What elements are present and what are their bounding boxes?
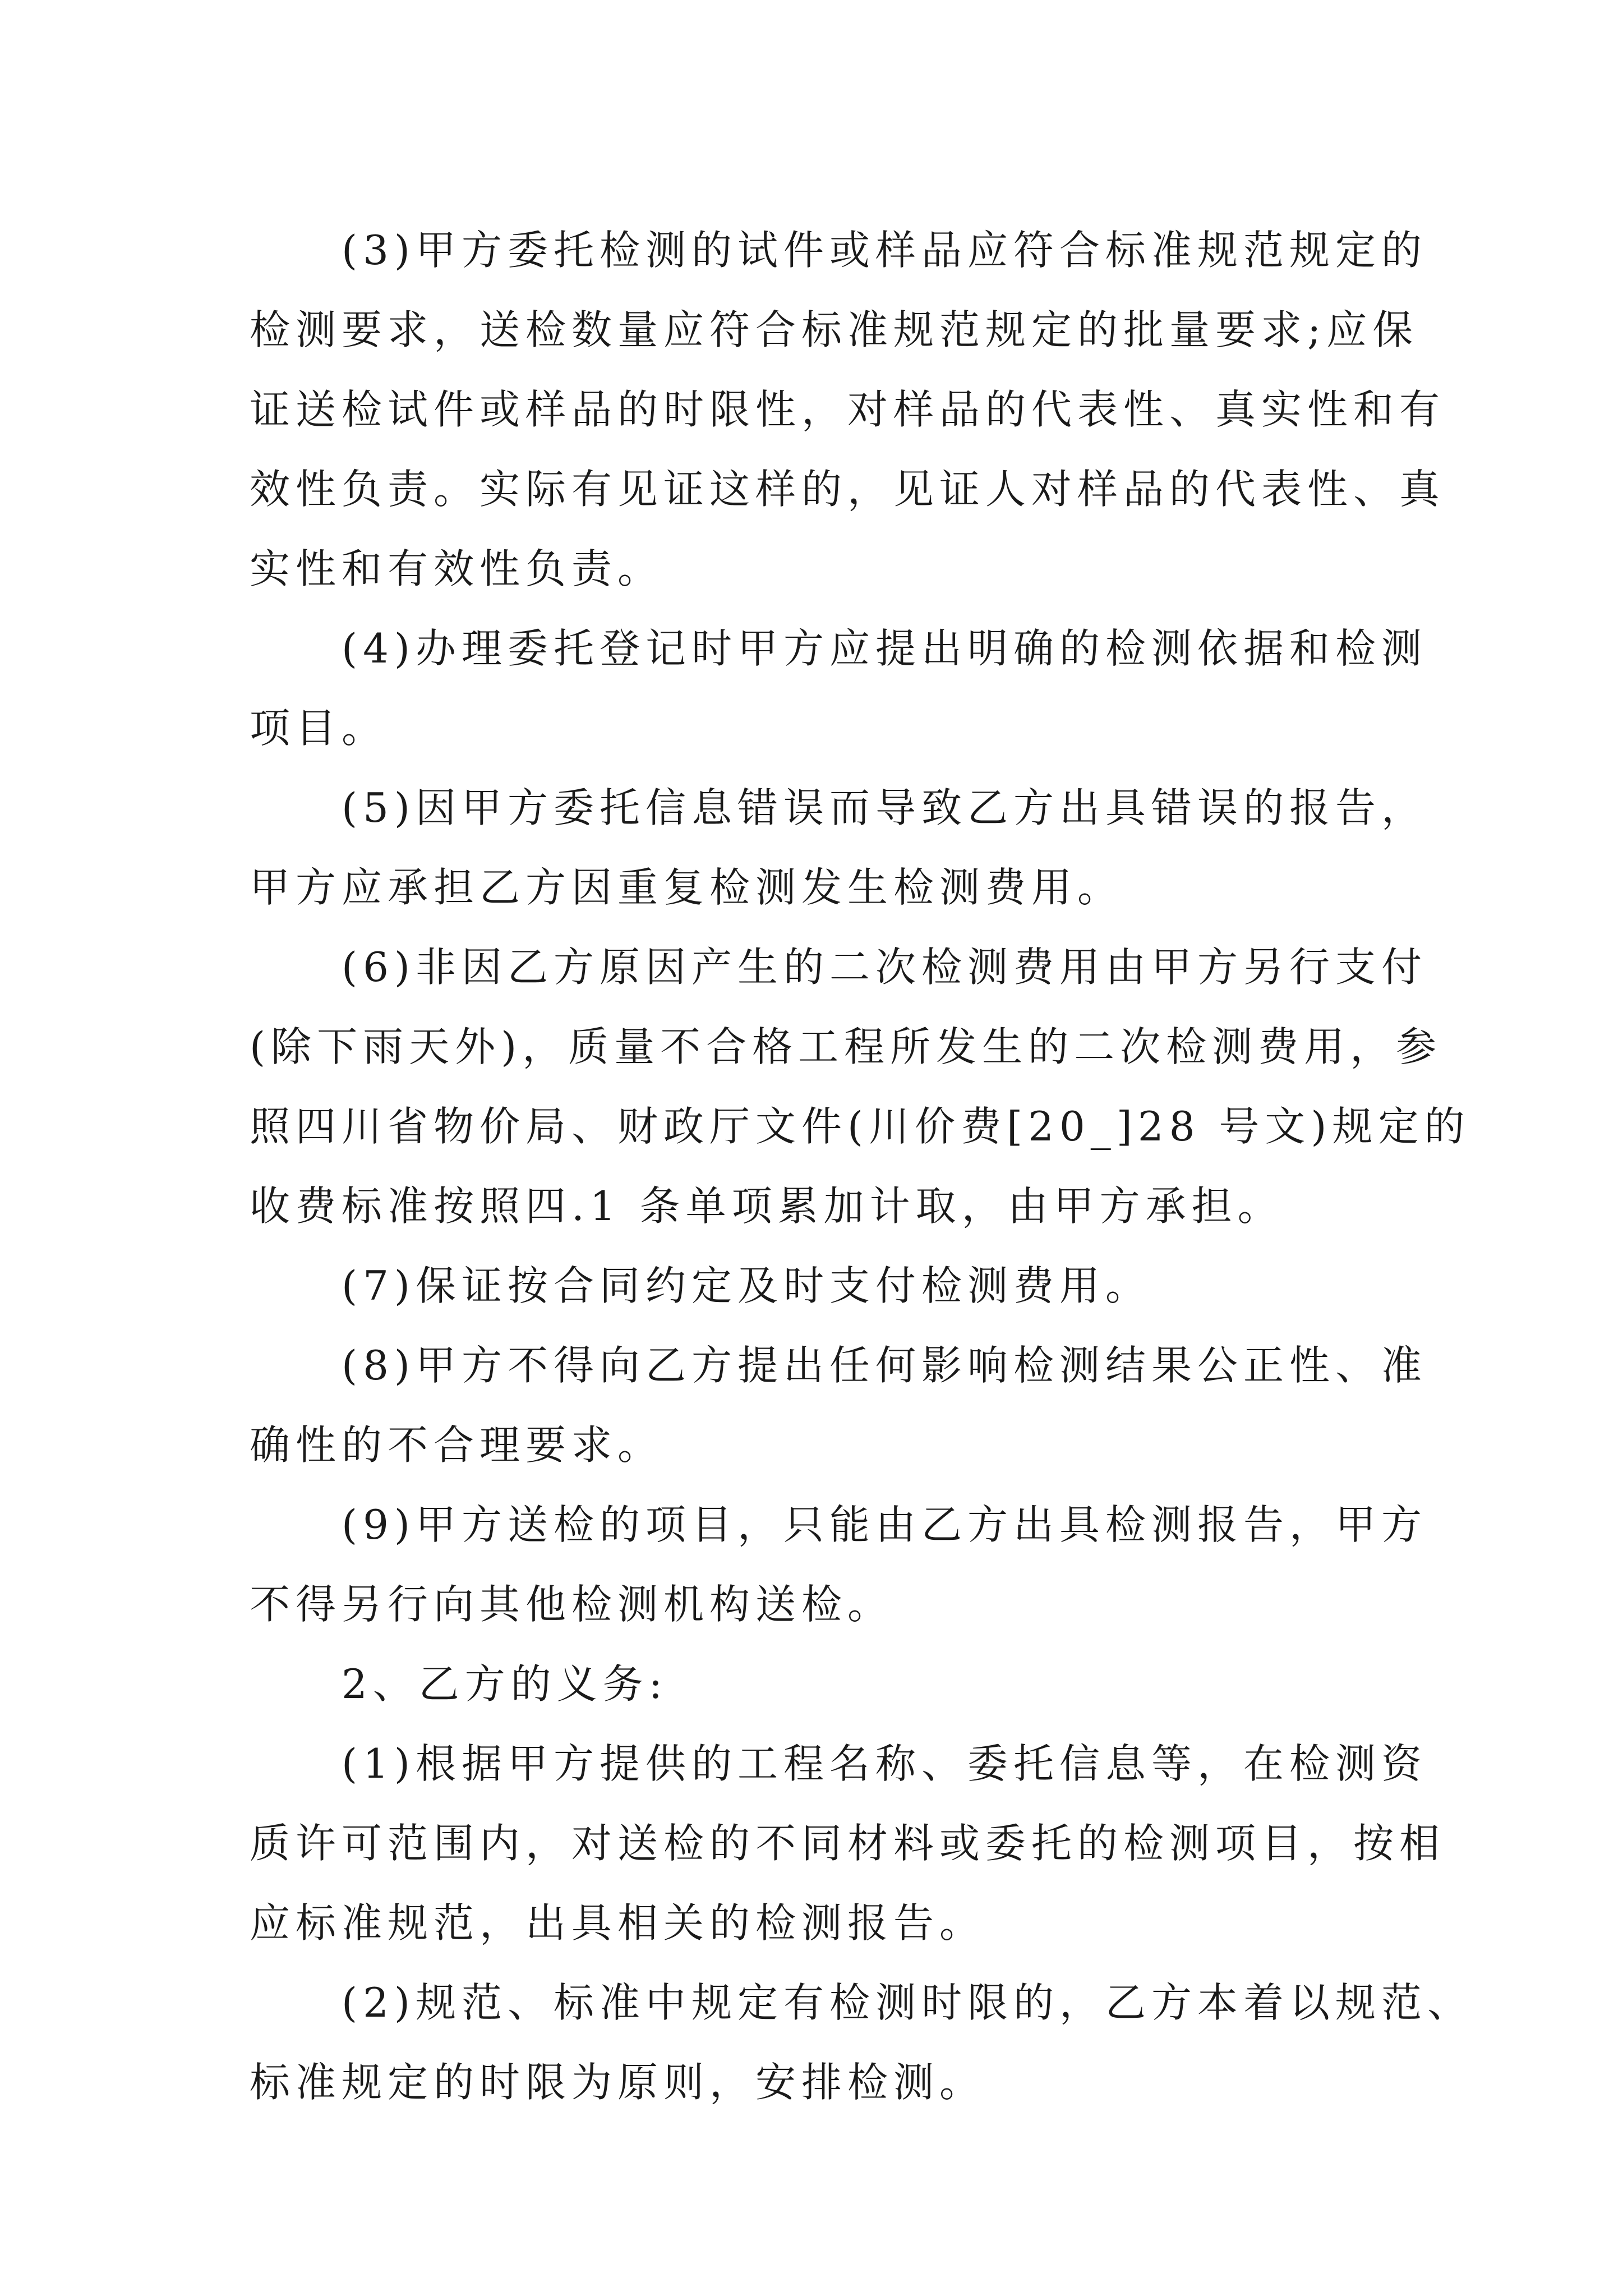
paragraph-line: 确性的不合理要求。 [250,1421,664,1469]
paragraph-3 [250,210,1446,609]
paragraph-line: (2)规范、标准中规定有检测时限的，乙方本着以规范、 [342,1979,1473,2026]
paragraph-line: (4)办理委托登记时甲方应提出明确的检测依据和检测 [342,625,1427,672]
paragraph-b2 [250,1963,1473,2122]
paragraph-6 [250,927,1470,1246]
paragraph-line: 收费标准按照四.1 条单项累加计取，由甲方承担。 [250,1182,1284,1230]
section-heading: 2、乙方的义务: [342,1660,668,1708]
paragraph-b1 [250,1724,1446,1963]
paragraph-line: (7)保证按合同约定及时支付检测费用。 [342,1262,1151,1309]
paragraph-line: 效性负责。实际有见证这样的，见证人对样品的代表性、真 [250,466,1446,513]
paragraph-line: 检测要求，送检数量应符合标准规范规定的批量要求;应保 [250,306,1419,353]
paragraph-line: (9)甲方送检的项目，只能由乙方出具检测报告，甲方 [342,1501,1427,1548]
paragraph-line: 应标准规范，出具相关的检测报告。 [250,1899,986,1947]
paragraph-4 [250,609,1427,768]
paragraph-line: (除下雨天外)，质量不合格工程所发生的二次检测费用，参 [250,1023,1442,1070]
paragraph-line: 项目。 [250,705,388,752]
paragraph-line: 甲方应承担乙方因重复检测发生检测费用。 [250,864,1124,911]
paragraph-line: (5)因甲方委托信息错误而导致乙方出具错误的报告， [342,784,1427,831]
paragraph-9 [250,1485,1427,1644]
paragraph-line: 照四川省物价局、财政厅文件(川价费[20_]28 号文)规定的 [250,1103,1470,1150]
paragraph-line: 证送检试件或样品的时限性，对样品的代表性、真实性和有 [250,386,1446,433]
paragraph-line: (6)非因乙方原因产生的二次检测费用由甲方另行支付 [342,944,1427,991]
paragraph-line: (3)甲方委托检测的试件或样品应符合标准规范规定的 [342,227,1427,274]
paragraph-line: 实性和有效性负责。 [250,545,664,592]
paragraph-7 [250,1246,1382,1326]
paragraph-8 [250,1326,1427,1485]
paragraph-line: 质许可范围内，对送检的不同材料或委托的检测项目，按相 [250,1820,1446,1867]
paragraph-line: (1)根据甲方提供的工程名称、委托信息等，在检测资 [342,1740,1427,1787]
section-heading-party-b-obligations [250,1644,1382,1724]
paragraph-line: (8)甲方不得向乙方提出任何影响检测结果公正性、准 [342,1342,1427,1389]
paragraph-line: 标准规定的时限为原则，安排检测。 [250,2059,986,2106]
paragraph-5 [250,768,1427,927]
paragraph-line: 不得另行向其他检测机构送检。 [250,1581,894,1628]
document-body [250,210,1473,2122]
